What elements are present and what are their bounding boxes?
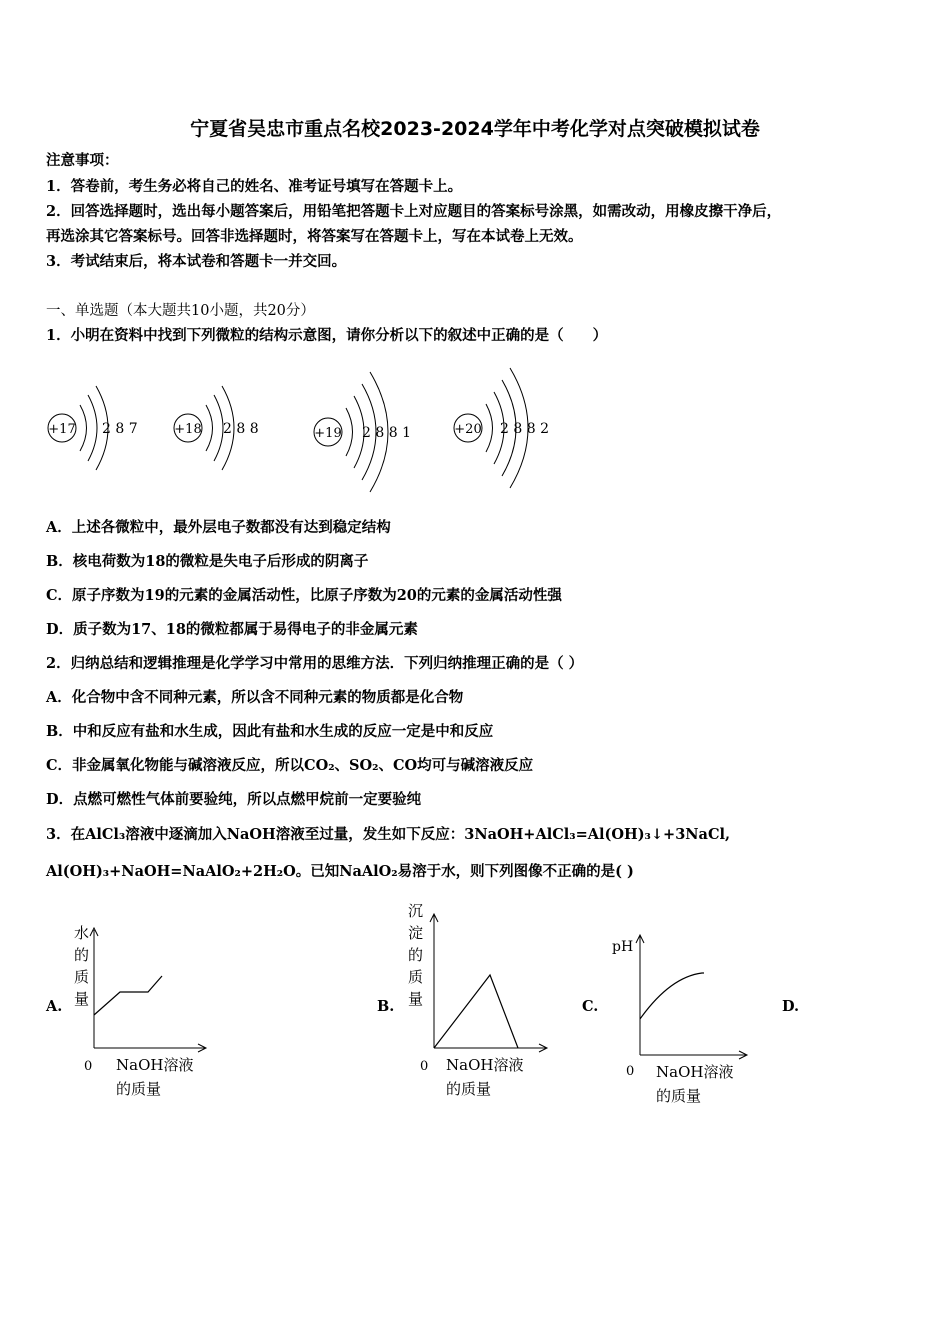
q1-stem: 1．小明在资料中找到下列微粒的结构示意图，请你分析以下的叙述中正确的是（ ） [46, 327, 608, 344]
svg-text:NaOH溶液: NaOH溶液 [116, 1056, 194, 1074]
q2-option-c: C．非金属氧化物能与碱溶液反应，所以CO₂、SO₂、CO均可与碱溶液反应 [46, 757, 534, 774]
svg-text:的质量: 的质量 [116, 1080, 162, 1098]
svg-text:量: 量 [408, 990, 424, 1008]
atom-diagram-k [314, 372, 411, 492]
graph-c [610, 925, 770, 1110]
atom-nucleus-label: +18 [174, 422, 202, 437]
svg-text:水: 水 [74, 924, 90, 942]
q3-stem-line1: 3．在AlCl₃溶液中逐滴加入NaOH溶液至过量，发生如下反应：3NaOH+AlCl₃=Al(OH)₃↓+3NaCl, [46, 826, 731, 843]
svg-text:pH: pH [612, 939, 634, 955]
notice-item: 2．回答选择题时，选出每小题答案后，用铅笔把答题卡上对应题目的答案标号涂黑，如需改动，用橡皮擦干净后， [46, 203, 782, 220]
svg-text:沉: 沉 [408, 902, 424, 920]
atom-shell-label: 2 8 8 2 [500, 421, 549, 437]
svg-text:NaOH溶液: NaOH溶液 [656, 1063, 734, 1081]
svg-text:质: 质 [74, 968, 90, 986]
graph-d-letter: D. [782, 998, 800, 1015]
atom-diagram-cl [48, 386, 138, 470]
svg-text:的质量: 的质量 [446, 1080, 492, 1098]
atom-structure-diagrams [40, 350, 580, 510]
notice-item: 3．考试结束后，将本试卷和答题卡一并交回。 [46, 253, 347, 270]
q1-option-d: D．质子数为17、18的微粒都属于易得电子的非金属元素 [46, 621, 418, 638]
atom-nucleus-label: +17 [48, 422, 76, 437]
graph-c-letter: C. [582, 998, 599, 1015]
svg-text:的质量: 的质量 [656, 1087, 702, 1105]
q2-option-a: A．化合物中含不同种元素，所以含不同种元素的物质都是化合物 [46, 689, 464, 706]
graph-a [70, 920, 220, 1100]
graph-a-letter: A. [46, 998, 63, 1015]
section-heading: 一、单选题（本大题共10小题，共20分） [46, 303, 315, 319]
svg-text:的: 的 [408, 946, 424, 964]
q3-stem-line2: Al(OH)₃+NaOH=NaAlO₂+2H₂O。已知NaAlO₂易溶于水，则下列图像不正确的是( ) [46, 863, 634, 880]
q2-stem: 2．归纳总结和逻辑推理是化学学习中常用的思维方法．下列归纳推理正确的是（ ） [46, 655, 584, 672]
atom-diagram-ar [174, 386, 259, 470]
q2-option-d: D．点燃可燃性气体前要验纯，所以点燃甲烷前一定要验纯 [46, 791, 422, 808]
notice-item: 再选涂其它答案标号。回答非选择题时，将答案写在答题卡上，写在本试卷上无效。 [46, 228, 583, 245]
page-title: 宁夏省吴忠市重点名校2023-2024学年中考化学对点突破模拟试卷 [190, 118, 760, 140]
notice-heading: 注意事项： [46, 152, 119, 169]
svg-text:质: 质 [408, 968, 424, 986]
svg-text:0: 0 [420, 1059, 429, 1074]
q1-option-c: C．原子序数为19的元素的金属活动性，比原子序数为20的元素的金属活动性强 [46, 587, 562, 604]
svg-text:淀: 淀 [408, 924, 424, 942]
atom-shell-label: 2 8 7 [102, 421, 138, 437]
atom-shell-label: 2 8 8 1 [362, 425, 411, 441]
atom-nucleus-label: +20 [454, 422, 482, 437]
graph-b [400, 898, 560, 1100]
q1-option-b: B．核电荷数为18的微粒是失电子后形成的阴离子 [46, 553, 369, 570]
svg-text:的: 的 [74, 946, 90, 964]
atom-shell-label: 2 8 8 [223, 421, 259, 437]
atom-nucleus-label: +19 [314, 426, 342, 441]
svg-text:0: 0 [84, 1059, 93, 1074]
svg-text:量: 量 [74, 990, 90, 1008]
notice-item: 1．答卷前，考生务必将自己的姓名、准考证号填写在答题卡上。 [46, 178, 463, 195]
q2-option-b: B．中和反应有盐和水生成，因此有盐和水生成的反应一定是中和反应 [46, 723, 494, 740]
q1-option-a: A．上述各微粒中，最外层电子数都没有达到稳定结构 [46, 519, 391, 536]
svg-text:NaOH溶液: NaOH溶液 [446, 1056, 524, 1074]
atom-diagram-ca [454, 368, 549, 488]
svg-text:0: 0 [626, 1064, 635, 1079]
graph-b-letter: B. [377, 998, 395, 1015]
